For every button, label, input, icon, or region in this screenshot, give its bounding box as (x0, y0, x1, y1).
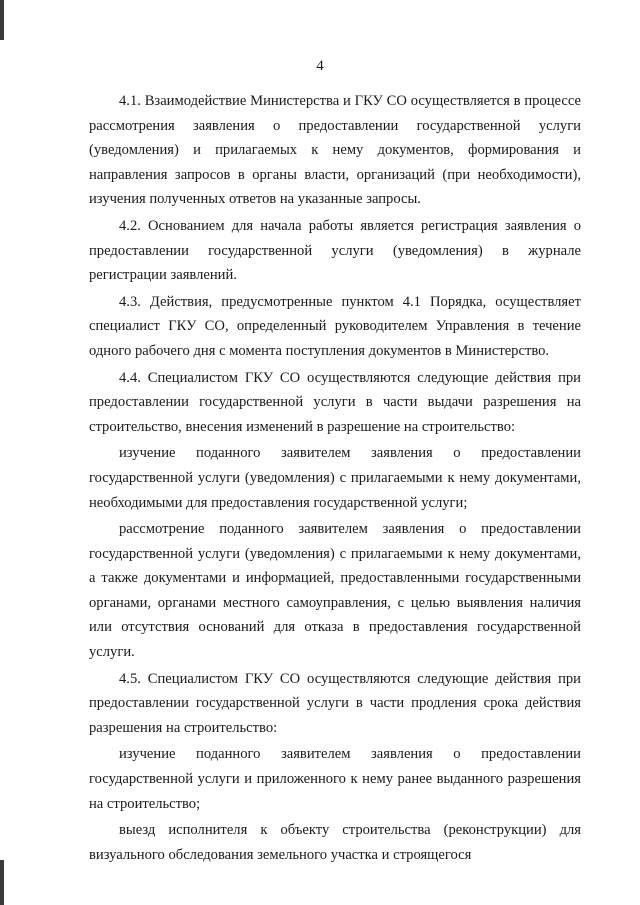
scan-edge-top (0, 0, 4, 40)
paragraph-4-3: 4.3. Действия, предусмотренные пунктом 4.1 Порядка, осуществляет специалист ГКУ СО, определенный руководителем Управления в течение одного рабочего дня с момента поступления документов в Министерство. (89, 293, 581, 359)
paragraph-4-4-item-2: рассмотрение поданного заявителем заявления о предоставлении государственной услуги (уведомления) с прилагаемыми к нему документами, а также документами и информацией, предоставленными государственными органами, органами местного самоуправления, с целью выявления наличия или отсутствия оснований для отказа в предоставления государственной услуги. (89, 521, 581, 661)
paragraph-4-5-item-1: изучение поданного заявителем заявления о предоставлении государственной услуги и приложенного к нему ранее выданного разрешения на строительство; (89, 746, 581, 812)
paragraph-4-1: 4.1. Взаимодействие Министерства и ГКУ СО осуществляется в процессе рассмотрения заявления о предоставлении государственной услуги (уведомления) и прилагаемых к нему документов, формирования и направления запросов в органы власти, организаций (при необходимости), изучения полученных ответов на указанные запросы. (89, 93, 581, 208)
page-number: 4 (316, 58, 324, 74)
paragraph-4-5: 4.5. Специалистом ГКУ СО осуществляются следующие действия при предоставлении государственной услуги в части продления срока действия разрешения на строительство: (89, 670, 581, 736)
paragraph-4-4-item-1: изучение поданного заявителем заявления о предоставлении государственной услуги (уведомления) с прилагаемыми к нему документами, необходимыми для предоставления государственной услуги; (89, 445, 581, 511)
paragraph-4-2: 4.2. Основанием для начала работы является регистрация заявления о предоставлении государственной услуги (уведомления) в журнале регистрации заявлений. (89, 217, 581, 284)
paragraph-4-5-item-2: выезд исполнителя к объекту строительства (реконструкции) для визуального обследования земельного участка и строящегося (89, 822, 581, 863)
scan-edge-bottom (0, 860, 4, 905)
document-body (89, 89, 581, 867)
paragraph-4-4: 4.4. Специалистом ГКУ СО осуществляются следующие действия при предоставлении государственной услуги в части выдачи разрешения на строительство, внесения изменений в разрешение на строительство: (89, 369, 581, 435)
